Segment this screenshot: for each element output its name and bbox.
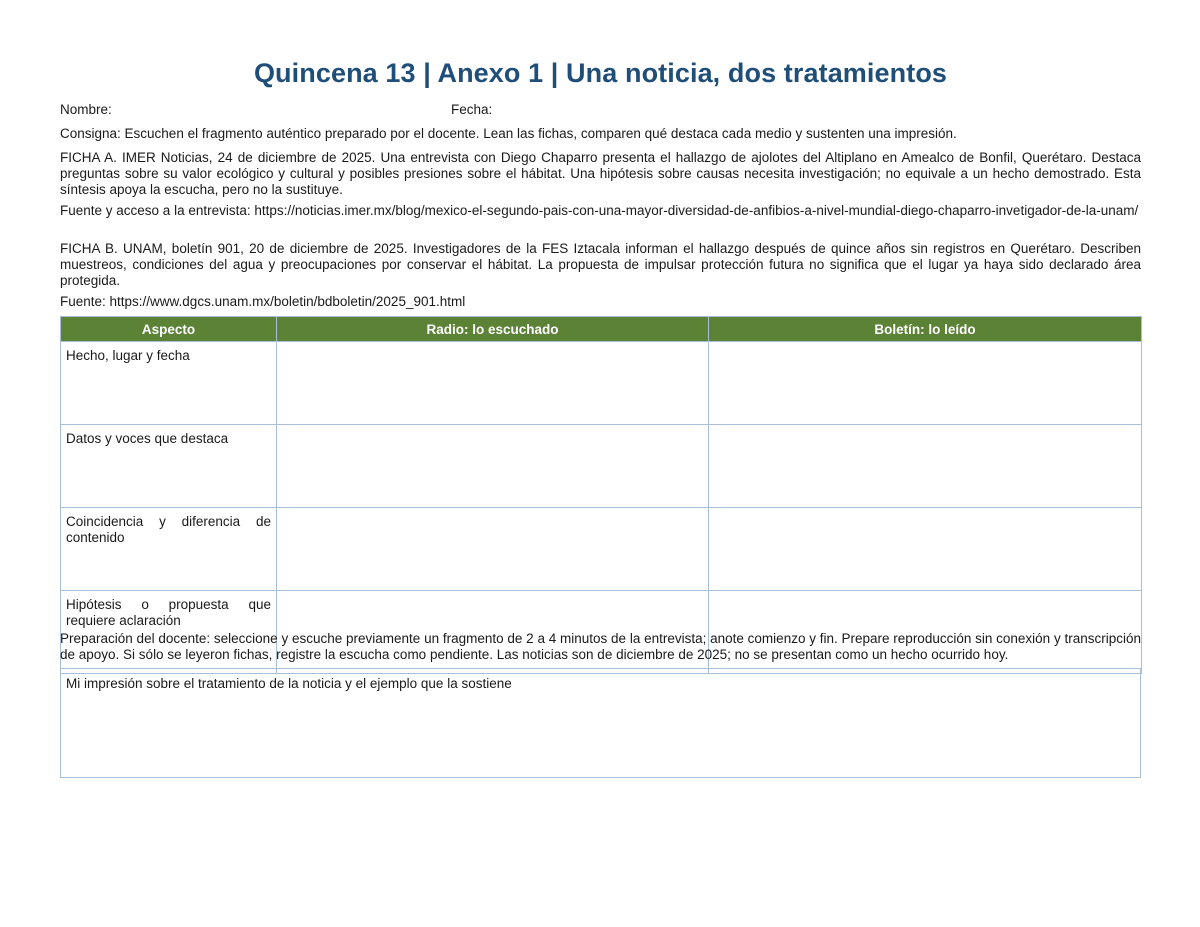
comparison-table: [60, 316, 1142, 674]
table-row: [61, 508, 1142, 591]
radio-answer-cell[interactable]: [277, 425, 709, 508]
ficha-a-text: FICHA A. IMER Noticias, 24 de diciembre de 2025. Una entrevista con Diego Chaparro presenta el hallazgo de ajolotes del Altiplano en Amealco de Bonfil, Querétaro. Destaca preguntas sobre su valor ecológico y cultural y posibles presiones sobre el hábitat. Una hipótesis sobre causas necesita investigación; no equivale a un hecho demostrado. Esta síntesis apoya la escucha, pero no la sustituye.: [60, 150, 1141, 197]
table-row: [61, 342, 1142, 425]
header-radio: Radio: lo escuchado: [277, 317, 709, 342]
nombre-field[interactable]: Nombre:: [60, 102, 112, 117]
header-aspecto: Aspecto: [61, 317, 277, 342]
impresion-label: Mi impresión sobre el tratamiento de la noticia y el ejemplo que la sostiene: [66, 676, 512, 691]
table-header-row: [61, 317, 1142, 342]
boletin-answer-cell[interactable]: [709, 342, 1142, 425]
table-row: [61, 425, 1142, 508]
fecha-field[interactable]: Fecha:: [451, 102, 493, 117]
aspecto-cell: Hipótesis o propuesta que requiere aclaración: [61, 591, 277, 674]
aspecto-cell: Datos y voces que destaca: [61, 425, 277, 508]
radio-answer-cell[interactable]: [277, 508, 709, 591]
impresion-box[interactable]: [60, 668, 1141, 778]
boletin-answer-cell[interactable]: [709, 508, 1142, 591]
aspecto-cell: Hecho, lugar y fecha: [61, 342, 277, 425]
header-boletin: Boletín: lo leído: [709, 317, 1142, 342]
preparacion-text: Preparación del docente: seleccione y escuche previamente un fragmento de 2 a 4 minutos de la entrevista; anote comienzo y fin. Prepare reproducción sin conexión y transcripción de apoyo. Si sólo se leyeron fichas, registre la escucha como pendiente. Las noticias son de diciembre de 2025; no se presentan como un hecho ocurrido hoy.: [60, 631, 1141, 662]
consigna-text: Consigna: Escuchen el fragmento auténtico preparado por el docente. Lean las fichas, comparen qué destaca cada medio y sustenten una impresión.: [60, 126, 957, 141]
ficha-b-text: FICHA B. UNAM, boletín 901, 20 de diciembre de 2025. Investigadores de la FES Iztacala informan el hallazgo después de quince años sin registros en Querétaro. Describen muestreos, condiciones del agua y preocupaciones por conservar el hábitat. La propuesta de impulsar protección futura no significa que el lugar ya haya sido declarado área protegida.: [60, 241, 1141, 288]
boletin-answer-cell[interactable]: [709, 425, 1142, 508]
radio-answer-cell[interactable]: [277, 342, 709, 425]
fuente-b-text: Fuente: https://www.dgcs.unam.mx/boletin/bdboletin/2025_901.html: [60, 294, 466, 309]
aspecto-cell: Coincidencia y diferencia de contenido: [61, 508, 277, 591]
fuente-a-text: Fuente y acceso a la entrevista: https://noticias.imer.mx/blog/mexico-el-segundo-pais-con-una-mayor-diversidad-de-anfibios-a-nivel-mundial-diego-chaparro-invetigador-de-la-unam/: [60, 203, 1139, 218]
page-title: Quincena 13 | Anexo 1 | Una noticia, dos tratamientos: [253, 58, 948, 88]
